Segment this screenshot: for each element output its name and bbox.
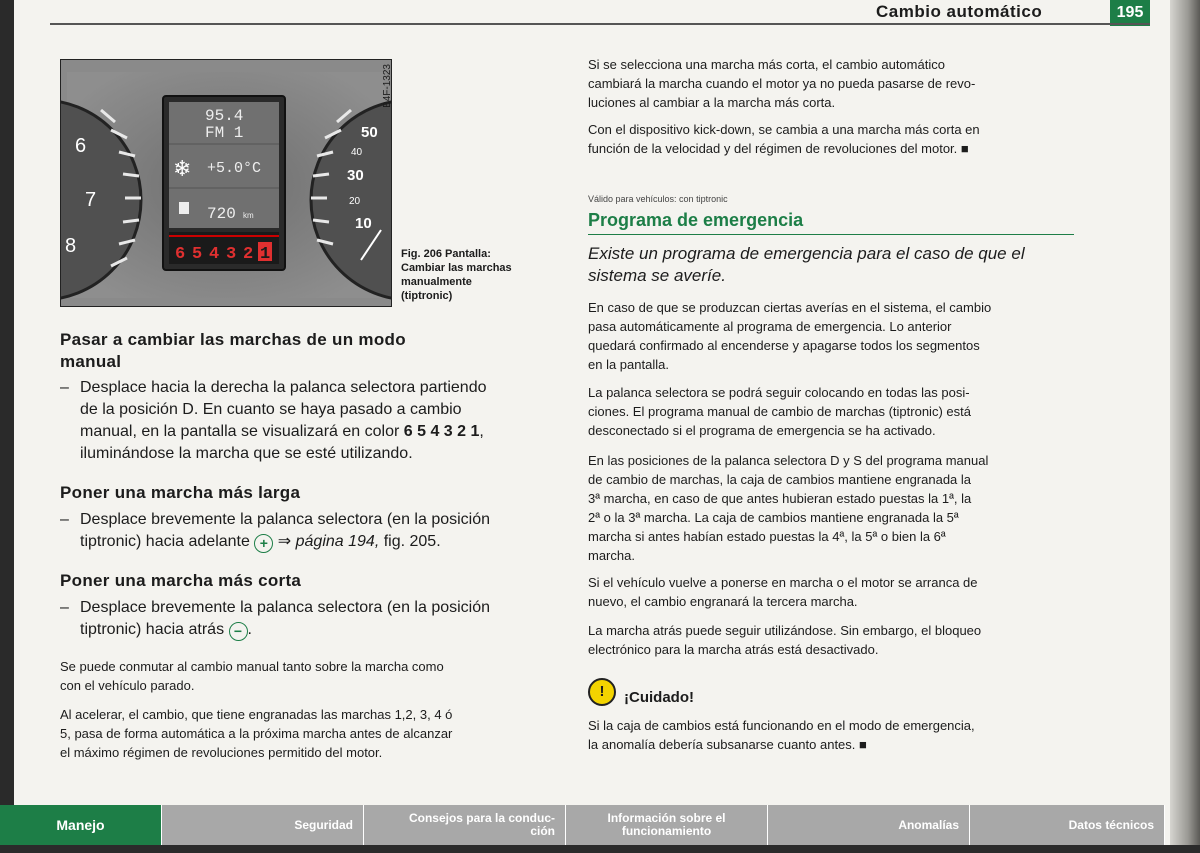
dial-right-label: 40	[351, 147, 363, 158]
tab-manejo[interactable]: Manejo	[0, 805, 162, 845]
paragraph-emergency-4: Si el vehículo vuelve a ponerse en marcha o el motor se arranca de nuevo, el cambio engranará la tercera marcha.	[588, 575, 978, 609]
paragraph-acceleration: Al acelerar, el cambio, que tiene engranadas las marchas 1,2, 3, 4 ó 5, pasa de forma automática a la próxima marcha antes de alcanzar el máximo régimen de revoluciones permitido del motor.	[60, 707, 453, 760]
header-rule	[50, 23, 1150, 25]
caution-text: Si la caja de cambios está funcionando en el modo de emergencia, la anomalía debería subsanarse cuanto antes. ■	[588, 718, 975, 752]
dial-right-label: 30	[347, 167, 364, 184]
instrument-cluster-illustration	[61, 60, 391, 306]
section-rule	[588, 234, 1074, 235]
page-bottom-edge	[0, 845, 1200, 853]
outside-temperature: +5.0°C	[207, 160, 262, 177]
radio-band: FM 1	[205, 124, 244, 142]
tab-consejos[interactable]: Consejos para la conduc- ción	[364, 805, 566, 845]
gear-indicator: 2	[243, 245, 254, 264]
minus-icon: −	[229, 622, 248, 641]
page-number: 195	[1110, 0, 1150, 26]
paragraph-kickdown: Con el dispositivo kick-down, se cambia a una marcha más corta en función de la velocidad y del régimen de revoluciones del motor. ■	[588, 122, 980, 156]
snowflake-icon: ❄	[173, 156, 192, 181]
gear-indicator: 5	[192, 245, 203, 264]
figure-caption: Fig. 206 Pantalla: Cambiar las marchas manualmente (tiptronic)	[401, 248, 512, 302]
caution-title: ¡Cuidado!	[624, 689, 694, 706]
tab-datos-tecnicos[interactable]: Datos técnicos	[970, 805, 1165, 845]
warning-icon: !	[588, 678, 616, 706]
dial-left-label: 7	[85, 189, 97, 211]
paragraph-emergency-5: La marcha atrás puede seguir utilizándose. Sin embargo, el bloqueo electrónico para la marcha atrás está desactivado.	[588, 623, 982, 657]
range-unit: km	[243, 211, 254, 220]
dial-right-label: 20	[349, 196, 361, 207]
section-title-manual-mode: Pasar a cambiar las marchas de un modo manual	[60, 330, 406, 371]
chapter-tabs	[0, 805, 1165, 845]
page-header-title: Cambio automático	[876, 2, 1043, 21]
paragraph-emergency-1: En caso de que se produzcan ciertas averías en el sistema, el cambio pasa automáticamente al programa de emergencia. Lo anterior quedará confirmado al encenderse y apagarse todos los segmentos en la pantalla.	[588, 300, 992, 372]
bullet-manual-mode: – Desplace hacia la derecha la palanca selectora partiendo de la posición D. En cuanto se haya pasado a cambio manual, en la pantalla se visualizará en color 6 5 4 3 2 1, iluminándose la marcha que se esté utilizando.	[60, 379, 487, 462]
section-title-emergency: Programa de emergencia	[588, 210, 804, 230]
paragraph-emergency-3: En las posiciones de la palanca selectora D y S del programa manual de cambio de marchas, la caja de cambios mantiene engranada la 3ª marcha, en caso de que antes hubieran estado puestas la 1ª, la 2ª o la 3ª marcha. La caja de cambios mantiene engranada la 5ª marcha si antes habían estado puestas la 4ª, la 5ª o bien la 6ª marcha.	[588, 453, 989, 563]
dial-right-label: 50	[361, 124, 378, 141]
gear-indicator-active: 1	[260, 245, 271, 264]
page-link[interactable]: página 194,	[295, 533, 380, 550]
section-title-higher-gear: Poner una marcha más larga	[60, 483, 301, 502]
dial-left-label: 6	[75, 135, 87, 157]
figure-code: B4F-1323	[382, 64, 393, 108]
instrument-cluster-figure	[60, 59, 392, 307]
paragraph-emergency-2: La palanca selectora se podrá seguir colocando en todas las posi- ciones. El programa manual de cambio de marchas (tiptronic) está desconectado si el programa de emergencia se ha activado.	[588, 385, 971, 438]
lead-paragraph: Existe un programa de emergencia para el caso de que el sistema se averíe.	[588, 244, 1025, 285]
gear-indicator: 3	[226, 245, 237, 264]
fuel-pump-icon	[179, 202, 189, 214]
dial-left-label: 8	[65, 235, 77, 257]
dial-right-label: 10	[355, 215, 372, 232]
gear-indicator: 6	[175, 245, 186, 264]
paragraph-shorter-gear: Si se selecciona una marcha más corta, el cambio automático cambiará la marcha cuando el motor ya no pueda pasarse de revo- luciones al cambiar a la marcha más corta.	[588, 57, 976, 110]
page-edge-right	[1170, 0, 1200, 853]
page-edge-left	[0, 0, 14, 853]
range-distance: 720	[207, 205, 236, 223]
plus-icon: +	[254, 534, 273, 553]
gear-indicator: 4	[209, 245, 220, 264]
validity-note: Válido para vehículos: con tiptronic	[588, 194, 728, 204]
bullet-lower-gear: – Desplace brevemente la palanca selectora (en la posición tiptronic) hacia atrás − .	[60, 599, 491, 639]
radio-frequency: 95.4	[205, 107, 244, 125]
tab-informacion[interactable]: Información sobre el funcionamiento	[566, 805, 768, 845]
tab-anomalias[interactable]: Anomalías	[768, 805, 970, 845]
bullet-higher-gear: – Desplace brevemente la palanca selectora (en la posición tiptronic) hacia adelante + ⇒ página 194, fig. 205.	[60, 511, 491, 551]
tab-seguridad[interactable]: Seguridad	[162, 805, 364, 845]
paragraph-manual-switch: Se puede conmutar al cambio manual tanto sobre la marcha como con el vehículo parado.	[60, 659, 444, 693]
section-title-lower-gear: Poner una marcha más corta	[60, 571, 302, 590]
